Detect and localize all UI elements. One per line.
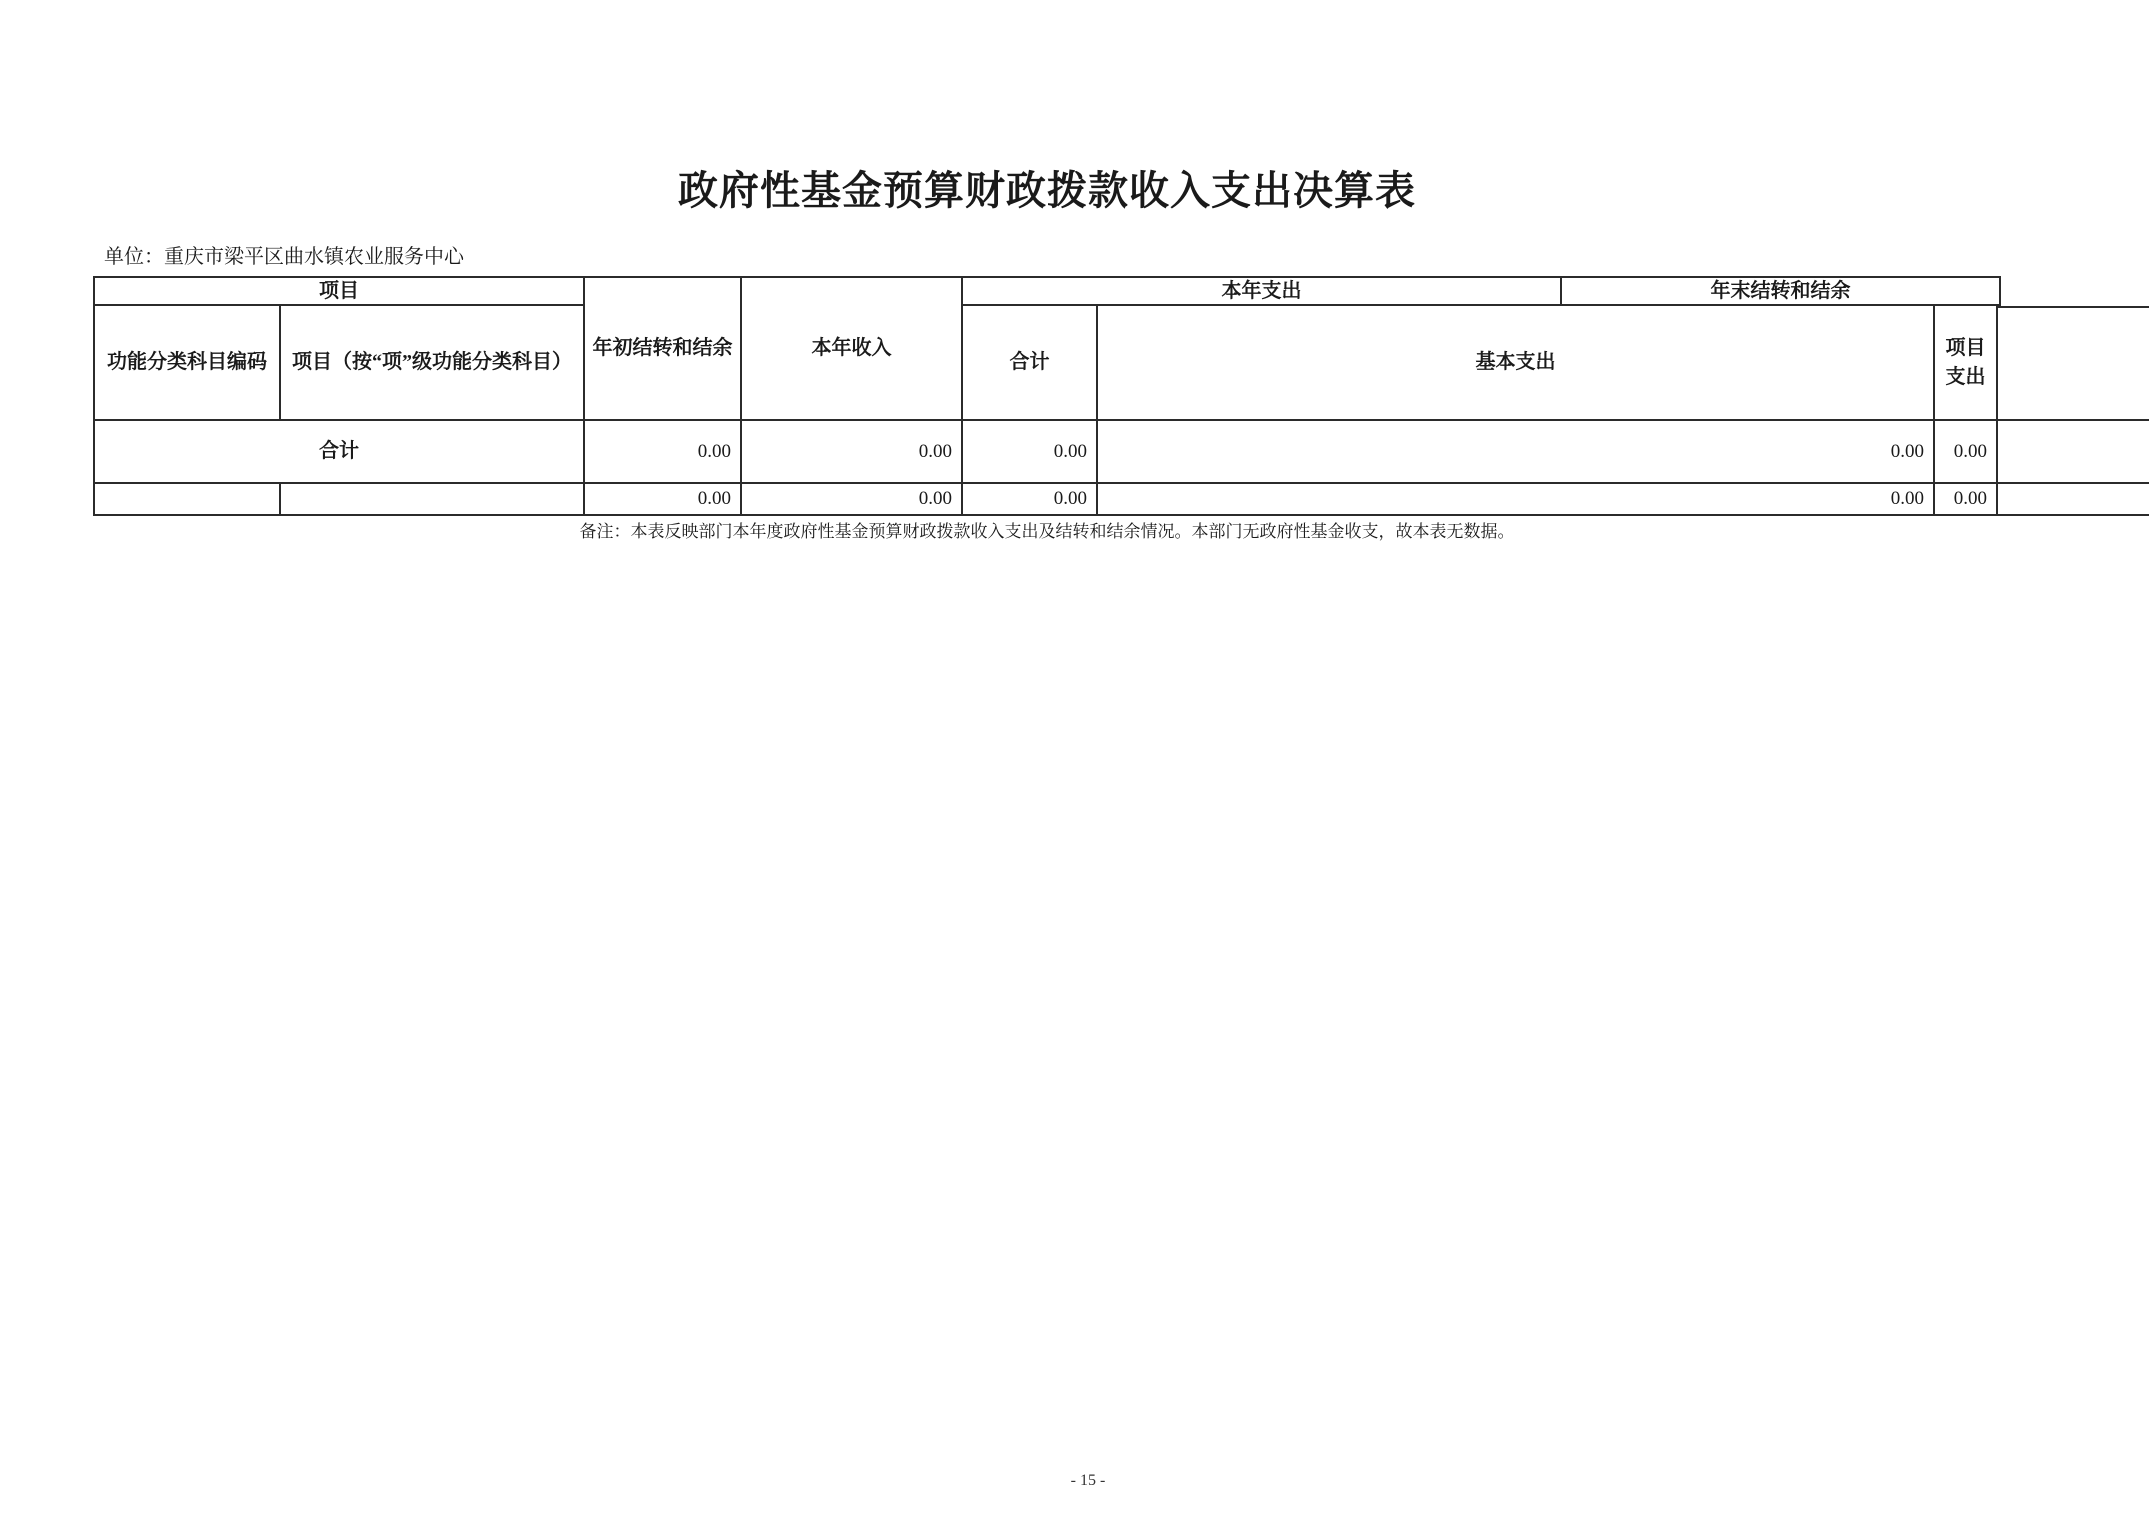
row-total-year-begin-carryover: 0.00 (585, 421, 742, 484)
row-2-expenditure-total: 0.00 (963, 484, 1098, 516)
row-2-basic-expenditure: 0.00 (1098, 484, 1935, 516)
header-current-year-revenue: 本年收入 (742, 276, 963, 421)
row-2-year-begin-carryover: 0.00 (585, 484, 742, 516)
page-number: - 15 - (1070, 1472, 1106, 1489)
header-basic-expenditure: 基本支出 (1098, 306, 1935, 421)
table-footnote: 备注：本表反映部门本年度政府性基金预算财政拨款收入支出及结转和结余情况。本部门无政府性基金收支，故本表无数据。 (579, 522, 1515, 541)
header-year-begin-carryover: 年初结转和结余 (585, 276, 742, 421)
header-total: 合计 (963, 306, 1098, 421)
header-project-expenditure: 项目支出 (1935, 306, 1998, 421)
header-year-end-carryover-group: 年末结转和结余 (1562, 276, 2001, 306)
page-title: 政府性基金预算财政拨款收入支出决算表 (678, 168, 1416, 213)
row-2-project-expenditure: 0.00 (1935, 484, 1998, 516)
header-cutoff-cell (1998, 306, 2149, 421)
header-current-year-expenditure-group: 本年支出 (963, 276, 1562, 306)
row-total-project-expenditure: 0.00 (1935, 421, 1998, 484)
header-function-code: 功能分类科目编码 (93, 306, 281, 421)
unit-label: 单位：重庆市梁平区曲水镇农业服务中心 (104, 246, 464, 268)
row-2-cutoff-cell (1998, 484, 2149, 516)
row-2-label (281, 484, 585, 516)
row-total-expenditure-total: 0.00 (963, 421, 1098, 484)
header-project-item: 项目（按“项”级功能分类科目） (281, 306, 585, 421)
row-total-basic-expenditure: 0.00 (1098, 421, 1935, 484)
row-total-current-year-revenue: 0.00 (742, 421, 963, 484)
row-total-cutoff-cell (1998, 421, 2149, 484)
row-total-label: 合计 (93, 421, 585, 484)
row-2-code (93, 484, 281, 516)
header-project-group: 项目 (93, 276, 585, 306)
row-2-current-year-revenue: 0.00 (742, 484, 963, 516)
